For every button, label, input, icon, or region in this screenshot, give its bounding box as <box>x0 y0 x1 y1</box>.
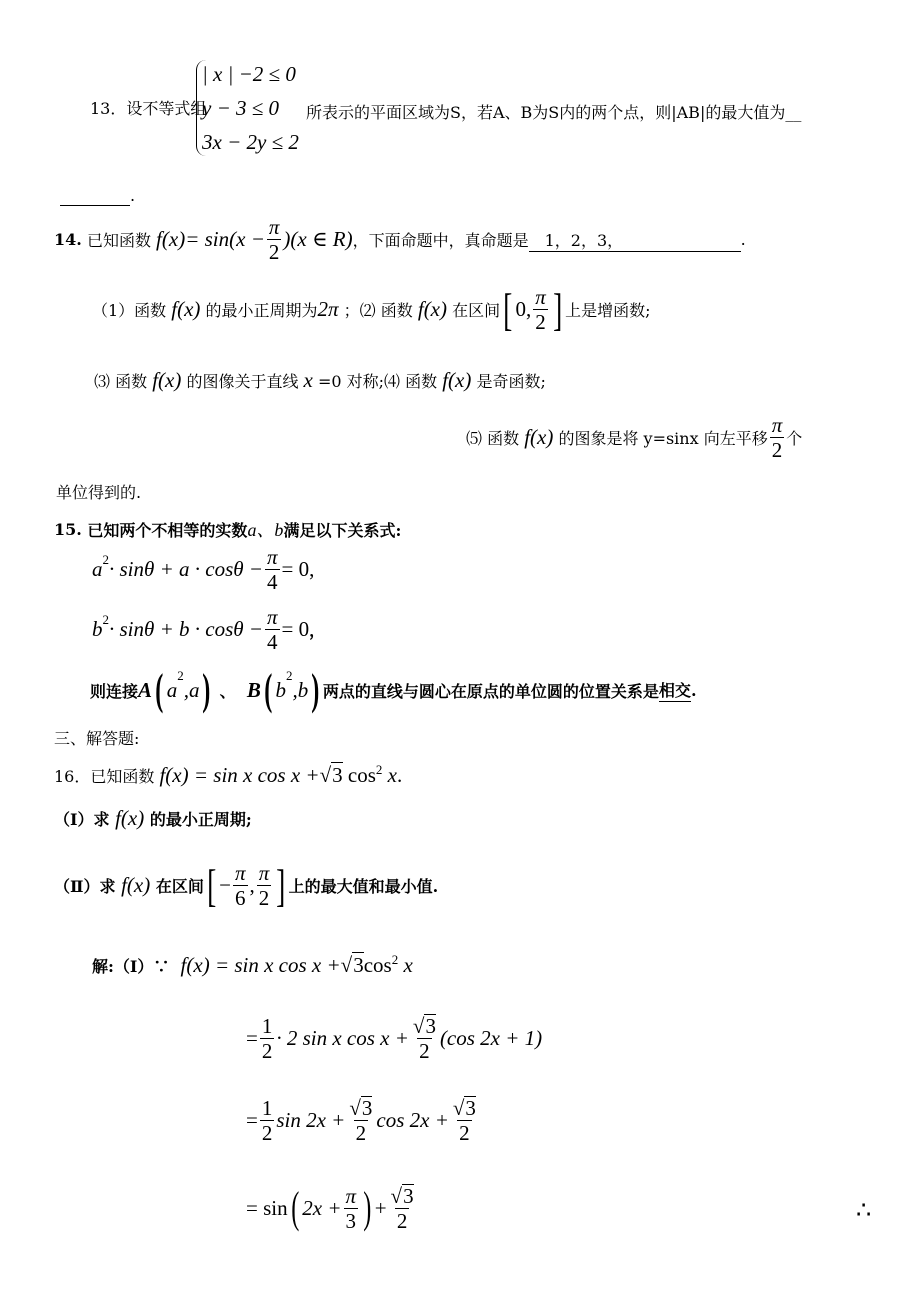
solution-line-4: = sin ( 2x + $\frac{\pi}{3}$ ) + $\frac{√3}{2}$ <box>246 1183 414 1234</box>
q14-fx: f(x) <box>156 227 186 252</box>
solution-line-1: 解:（Ⅰ）∵ f(x) = sin x cos x + √ 3 cos $^2$ x <box>92 952 413 977</box>
q13-blank: . <box>60 186 135 206</box>
q14-prop-5: ⑸ 函数 f(x) 的图象是将 y=sinx 向左平移 $\frac{\pi}{2}$ 个 <box>466 413 803 463</box>
q14-prop-5-cont: 单位得到的. <box>56 483 142 502</box>
q13-ineq-2: y − 3 ≤ 0 <box>202 96 280 120</box>
q14-after: ，下面命题中，真命题是 <box>352 231 529 251</box>
q14-prop-1-2: （1）函数 f(x) 的最小正周期为 2π ；⑵ 函数 f(x) 在区间 [ 0, $\frac{\pi}{2}$ ] 上是增函数; <box>92 283 651 335</box>
solution-line-2: = $\frac{1}{2}$ · 2 sin x cos x + $\frac{√3}{2}$ (cos 2x + 1) <box>246 1013 543 1064</box>
therefore-symbol: ∴ <box>856 1198 872 1224</box>
q15-answer: 相交 <box>659 678 691 702</box>
q14-prop-3-4: ⑶ 函数 f(x) 的图像关于直线 x =0 对称;⑷ 函数 f(x) 是奇函数; <box>94 368 546 392</box>
q14-tail: )(x ∈ R) <box>283 227 353 252</box>
q15-conclusion: 则连接 A ( a $^2$ ,a ) 、 B ( b $^2$ ,b ) 两点的直线与圆心在原点的单位圆的位置关系是 相交 . <box>90 665 697 714</box>
q13-text: 所表示的平面区域为S，若A、B为S内的两个点，则|AB|的最大值为__ <box>306 103 802 122</box>
q13-ineq-3: 3x − 2y ≤ 2 <box>202 130 299 154</box>
q14-eq: = sin(x − <box>185 227 265 252</box>
q13-label: 13．设不等式组 <box>90 99 207 118</box>
q16-part-1: （Ⅰ）求 f(x) 的最小正周期; <box>54 806 252 830</box>
q15-stem: 15. 已知两个不相等的实数 a、b 满足以下关系式: <box>54 519 402 540</box>
q14-line: 14. 已知函数 f(x) = sin(x − $\frac{\pi}{2}$ )(x ∈ R) ，下面命题中，真命题是 1，2，3， . <box>54 215 746 265</box>
q14-answer: 1，2，3， <box>529 228 741 252</box>
q14-label: 14. <box>54 230 82 250</box>
q14-frac: $\frac{\pi}{2}$ <box>268 215 280 265</box>
q15-eq-2: b $^2$ · sinθ + b · cosθ − $\frac{\pi}{4}$ = 0 ， <box>92 605 326 655</box>
section-3-title: 三、解答题: <box>54 729 140 748</box>
q16-part-2: （Ⅱ）求 f(x) 在区间 [ − $\frac{\pi}{6}$ , $\frac{\pi}{2}$ ] 上的最大值和最小值. <box>54 859 439 911</box>
solution-line-3: = $\frac{1}{2}$ sin 2x + $\frac{√3}{2}$ cos 2x + $\frac{√3}{2}$ <box>246 1095 476 1146</box>
q14-pre: 已知函数 <box>86 231 151 251</box>
q15-eq-1: a $^2$ · sinθ + a · cosθ − $\frac{\pi}{4}$ = 0, <box>92 545 315 595</box>
q16-stem: 16．已知函数 f(x) = sin x cos x + √ 3 cos $^2$ x . <box>54 762 403 787</box>
q13-ineq-1: | x | −2 ≤ 0 <box>202 62 296 86</box>
